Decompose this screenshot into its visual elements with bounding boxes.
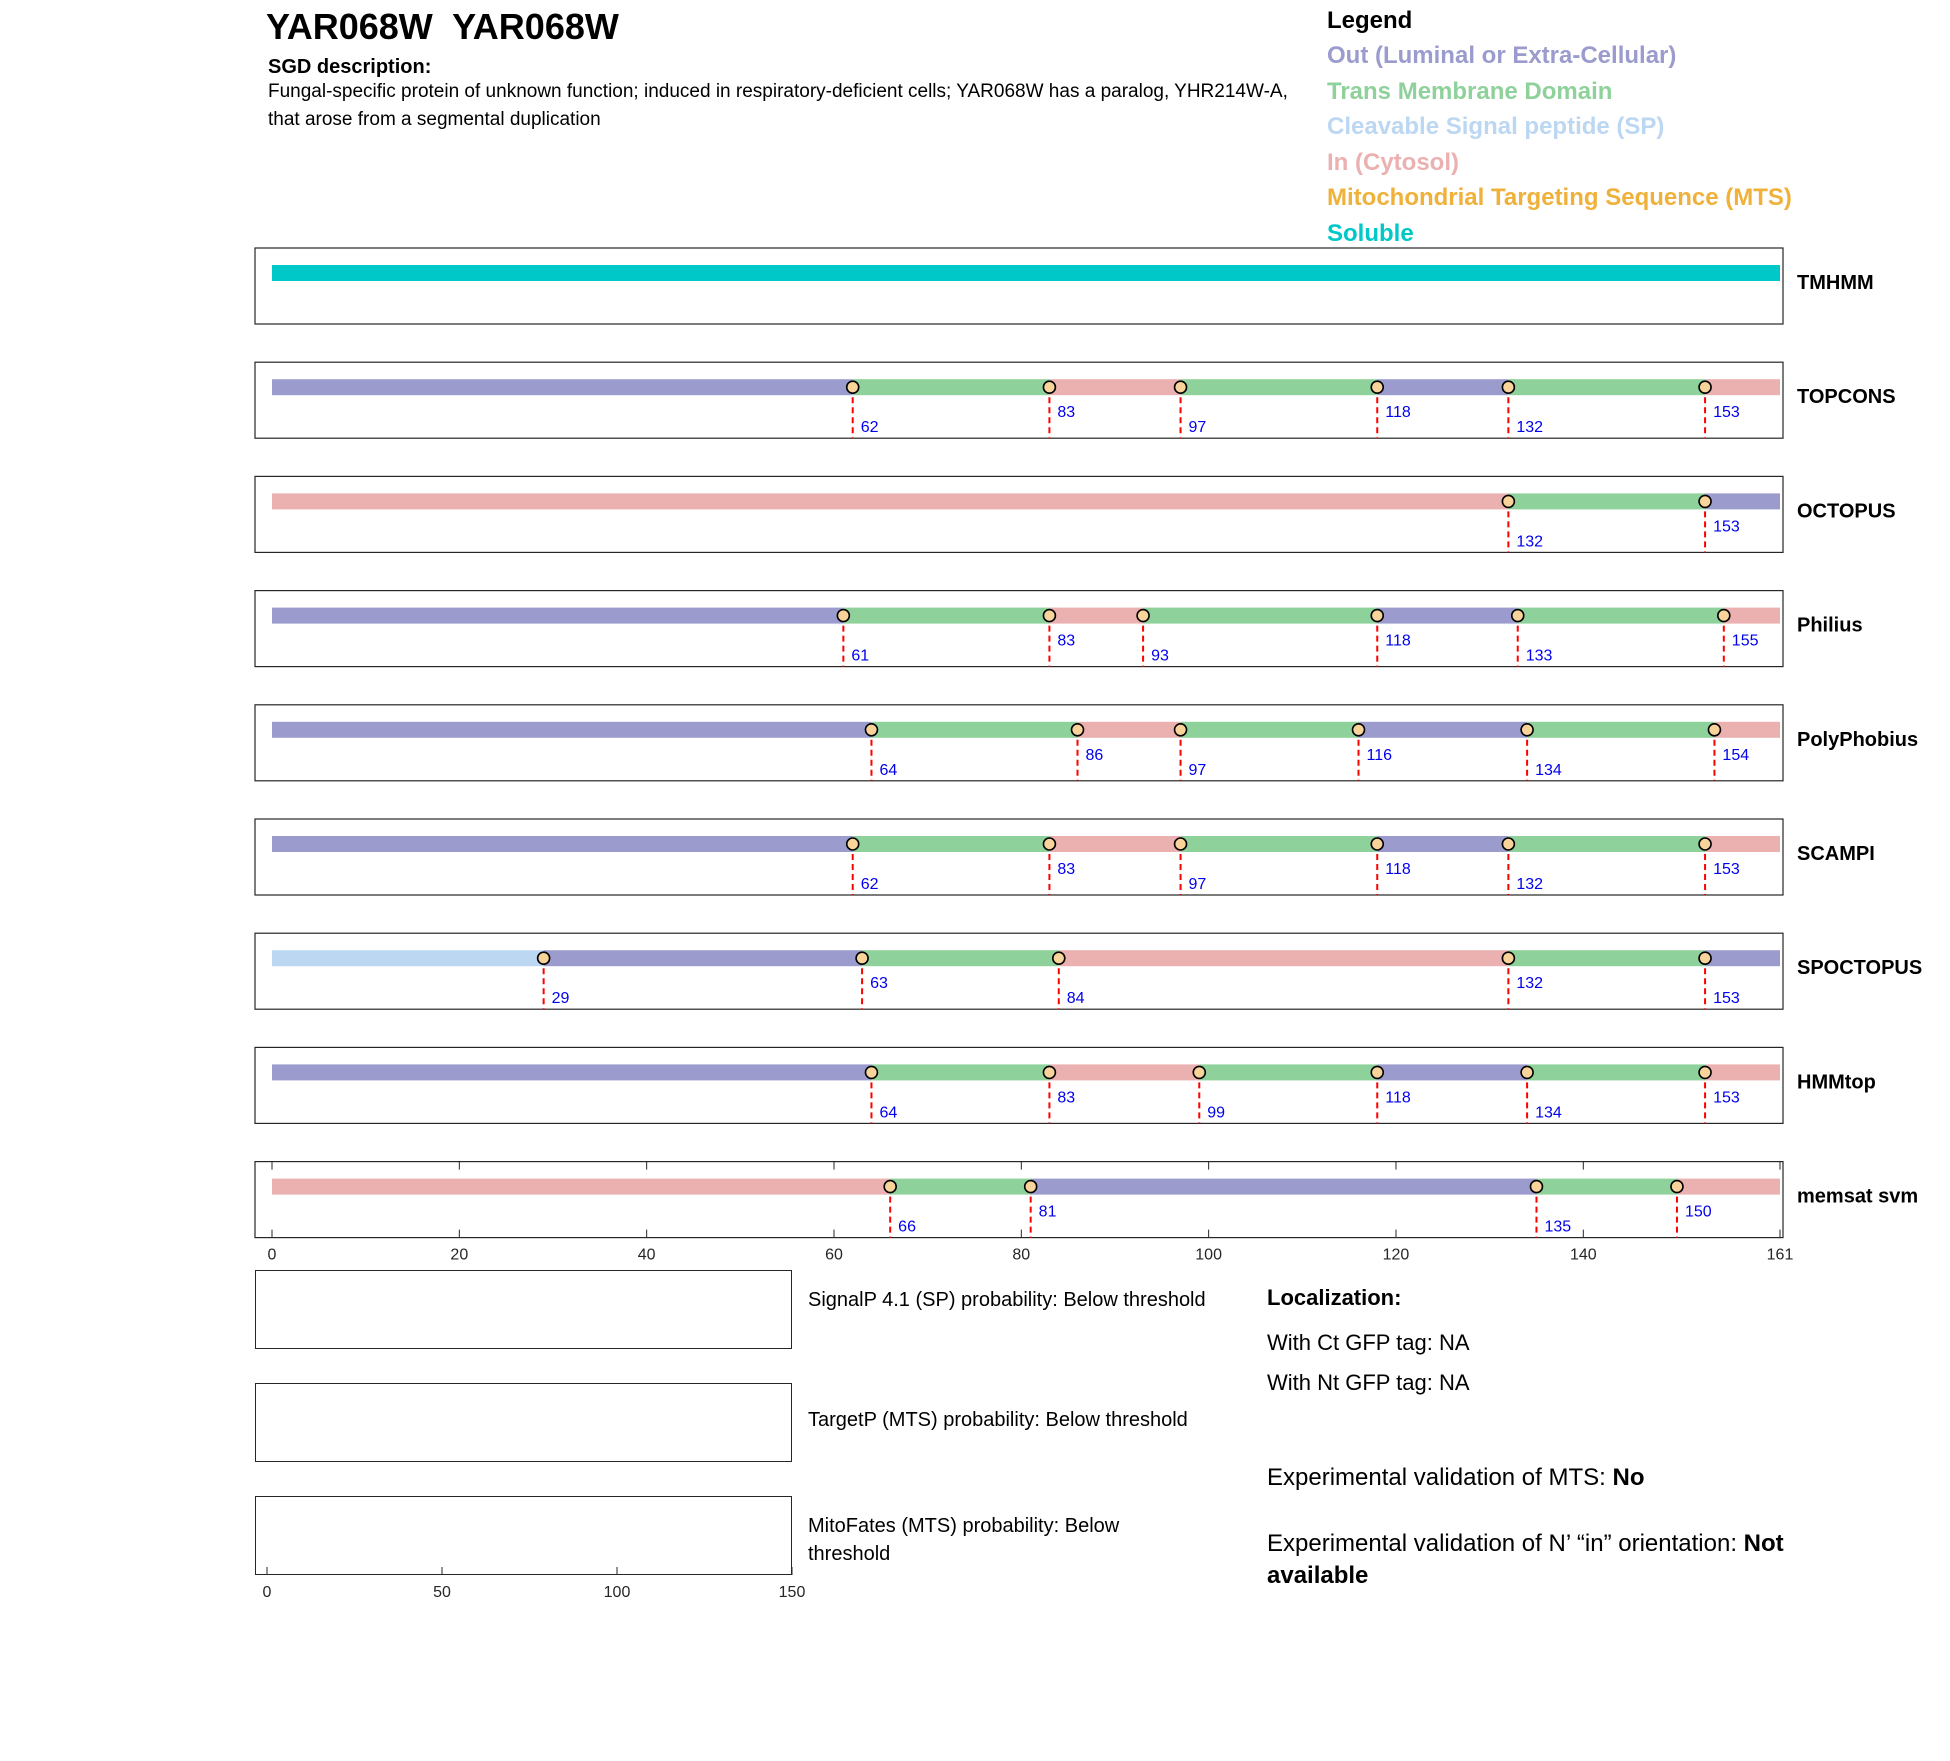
track-label: Philius <box>1797 614 1863 637</box>
x-tick-label: 0 <box>267 1246 277 1264</box>
track-label: PolyPhobius <box>1797 728 1919 751</box>
sgd-heading: SGD description: <box>268 56 432 78</box>
boundary-label: 118 <box>1385 861 1411 878</box>
boundary-label: 153 <box>1713 1089 1740 1107</box>
orientation-validation-label: Experimental validation of N’ “in” orientation: <box>1267 1530 1744 1557</box>
legend-item-tm: Trans Membrane Domain <box>1327 77 1613 105</box>
boundary-label: 134 <box>1535 761 1562 779</box>
x-tick-label: 20 <box>450 1246 469 1264</box>
boundary-label: 64 <box>879 761 898 779</box>
boundary-label: 135 <box>1544 1218 1572 1236</box>
boundary-label: 99 <box>1207 1104 1226 1122</box>
x-tick-label: 80 <box>1012 1246 1031 1264</box>
boundary-label: 63 <box>870 975 888 993</box>
prob-x-tick-label: 0 <box>262 1584 272 1601</box>
boundary-label: 118 <box>1385 404 1411 422</box>
boundary-label: 83 <box>1057 861 1076 878</box>
orientation-validation <box>1267 1528 1867 1592</box>
page-title: YAR068W YAR068W <box>266 6 619 47</box>
boundary-label: 83 <box>1057 404 1076 422</box>
boundary-label: 83 <box>1057 1089 1076 1107</box>
boundary-label: 153 <box>1713 404 1740 422</box>
x-tick-label: 161 <box>1766 1246 1794 1264</box>
x-tick-label: 140 <box>1569 1246 1597 1264</box>
track-label: TMHMM <box>1797 272 1874 294</box>
track-label: TOPCONS <box>1797 386 1896 409</box>
boundary-label: 132 <box>1516 975 1544 993</box>
boundary-label: 83 <box>1057 632 1076 650</box>
legend-item-in: In (Cytosol) <box>1327 148 1459 176</box>
boundary-label: 154 <box>1722 746 1750 764</box>
boundary-label: 132 <box>1516 419 1544 437</box>
boundary-label: 155 <box>1731 632 1759 650</box>
legend-item-out: Out (Luminal or Extra-Cellular) <box>1327 42 1677 69</box>
orientation-validation-value: Not available <box>1267 1530 1784 1589</box>
boundary-label: 66 <box>898 1218 916 1236</box>
prob-x-tick-label: 50 <box>433 1584 451 1601</box>
boundary-label: 133 <box>1525 647 1553 665</box>
boundary-label: 86 <box>1085 746 1104 764</box>
mts-validation-value: No <box>1612 1464 1645 1491</box>
sgd-description: Fungal-specific protein of unknown function; induced in respiratory-deficient cells; YAR068W has a paralog, YHR214W-A, that arose from a segmental duplication <box>268 81 1288 130</box>
x-tick-label: 100 <box>1195 1246 1222 1264</box>
localization-heading: Localization: <box>1267 1285 1402 1310</box>
boundary-label: 97 <box>1188 876 1207 893</box>
boundary-label: 29 <box>551 990 570 1008</box>
track-label: SPOCTOPUS <box>1797 957 1923 980</box>
mts-validation <box>1267 1462 1867 1494</box>
boundary-label: 132 <box>1516 876 1544 893</box>
boundary-label: 132 <box>1516 533 1544 551</box>
signalp-probability-label: SignalP 4.1 (SP) probability: Below threshold <box>808 1289 1206 1311</box>
prob-x-tick-label: 150 <box>778 1584 806 1601</box>
boundary-label: 97 <box>1188 761 1207 779</box>
legend-title: Legend <box>1327 7 1413 34</box>
boundary-label: 84 <box>1066 990 1085 1008</box>
boundary-label: 97 <box>1188 419 1207 437</box>
track-label: memsat svm <box>1797 1185 1919 1208</box>
boundary-label: 62 <box>860 876 879 893</box>
legend-item-sp: Cleavable Signal peptide (SP) <box>1327 113 1665 141</box>
legend-item-soluble: Soluble <box>1327 219 1414 247</box>
legend-item-mts: Mitochondrial Targeting Sequence (MTS) <box>1327 184 1792 212</box>
boundary-label: 118 <box>1385 1089 1411 1107</box>
boundary-label: 81 <box>1038 1203 1057 1221</box>
prob-x-tick-label: 100 <box>603 1584 631 1601</box>
x-tick-label: 60 <box>825 1246 843 1264</box>
targetp-probability-label: TargetP (MTS) probability: Below threshold <box>808 1409 1188 1431</box>
boundary-label: 118 <box>1385 632 1411 650</box>
boundary-label: 153 <box>1713 990 1740 1008</box>
x-tick-label: 120 <box>1382 1246 1410 1264</box>
boundary-label: 153 <box>1713 861 1740 878</box>
boundary-label: 134 <box>1535 1104 1562 1122</box>
mts-validation-label: Experimental validation of MTS: <box>1267 1464 1613 1491</box>
track-label: HMMtop <box>1797 1071 1876 1094</box>
boundary-label: 64 <box>879 1104 898 1122</box>
nt-gfp-tag: With Nt GFP tag: NA <box>1267 1370 1470 1395</box>
boundary-label: 116 <box>1366 746 1393 764</box>
track-label: OCTOPUS <box>1797 500 1896 523</box>
mitofates-probability-label: MitoFates (MTS) probability: Below threshold <box>808 1515 1120 1565</box>
ct-gfp-tag: With Ct GFP tag: NA <box>1267 1330 1470 1355</box>
boundary-label: 62 <box>860 419 879 437</box>
boundary-label: 93 <box>1151 647 1169 665</box>
boundary-label: 61 <box>851 647 870 665</box>
x-tick-label: 40 <box>637 1246 656 1264</box>
track-label: SCAMPI <box>1797 843 1875 865</box>
boundary-label: 150 <box>1684 1203 1712 1221</box>
boundary-label: 153 <box>1713 518 1740 536</box>
